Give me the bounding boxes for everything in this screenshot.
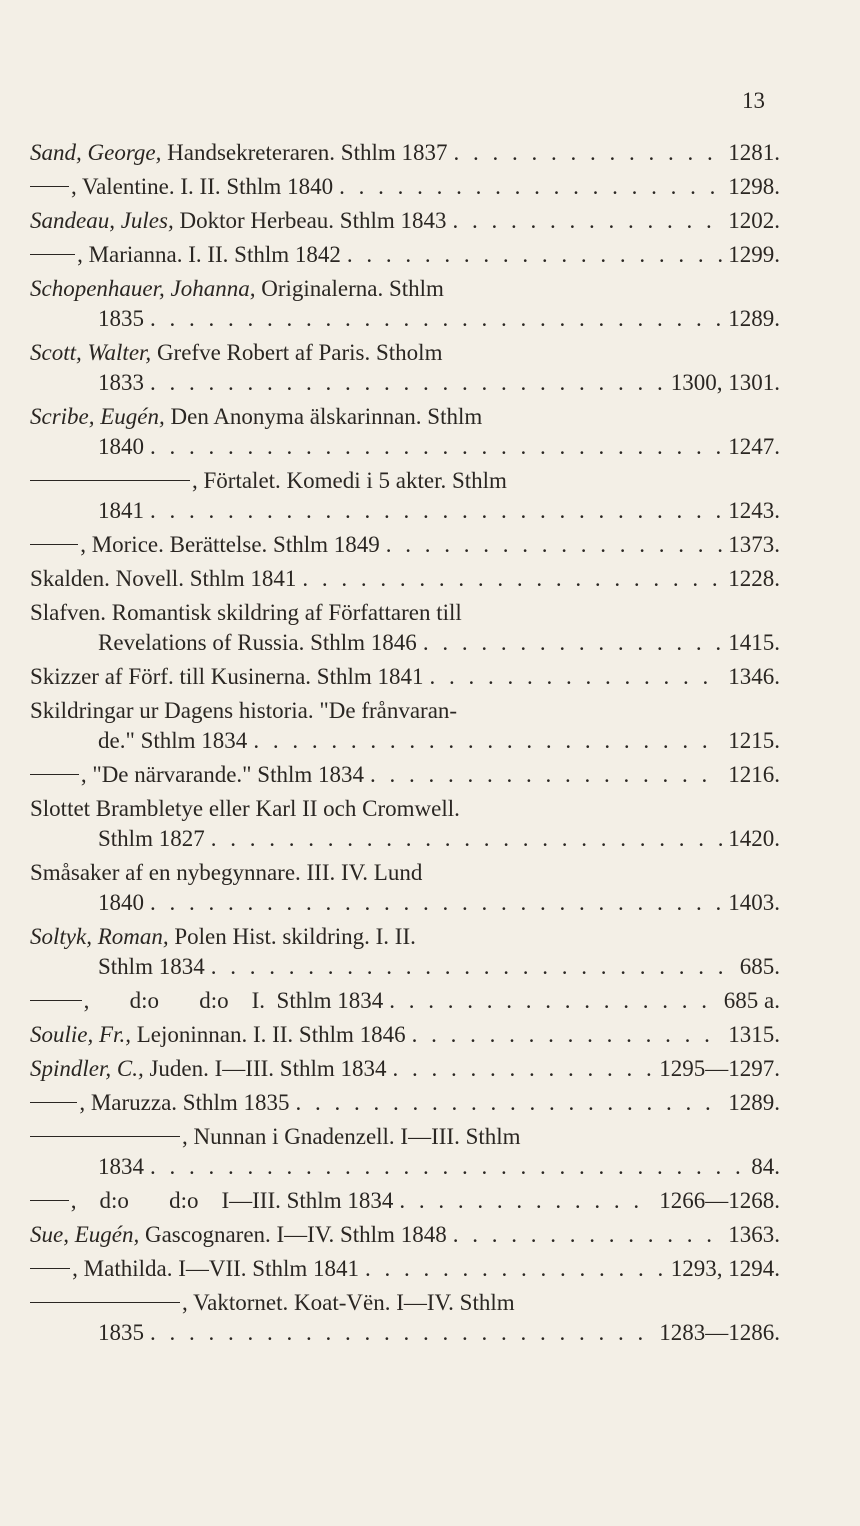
entry-author: Sandeau, Jules, <box>30 208 174 233</box>
entry-line <box>30 888 780 918</box>
entry-reference: 1293, 1294. <box>670 1256 780 1281</box>
index-entry <box>30 138 780 168</box>
ditto-dash <box>30 1200 69 1201</box>
entry-reference: 1202. <box>728 208 780 233</box>
entry-author: Soltyk, Roman, <box>30 924 169 949</box>
dot-leader <box>412 1020 723 1050</box>
dot-leader <box>150 1152 745 1182</box>
entry-author: Sue, Eugén, <box>30 1222 140 1247</box>
index-entry <box>30 172 780 202</box>
entry-title: Grefve Robert af Paris. Stholm <box>151 340 443 365</box>
entry-reference: 1247. <box>728 434 780 459</box>
entry-line <box>30 402 780 432</box>
dot-leader <box>150 432 722 462</box>
entry-line <box>30 760 780 790</box>
entry-reference: 1298. <box>728 174 780 199</box>
entry-line <box>30 794 780 824</box>
entry-title: , Nunnan i Gnadenzell. I—III. Sthlm <box>182 1124 521 1149</box>
entry-title: 1840 <box>98 434 144 459</box>
entry-title: de." Sthlm 1834 <box>98 728 248 753</box>
entry-title: Polen Hist. skildring. I. II. <box>168 924 416 949</box>
entry-reference: 1215. <box>728 728 780 753</box>
dot-leader <box>211 952 734 982</box>
entry-line <box>30 1020 780 1050</box>
entry-reference: 1299. <box>728 242 780 267</box>
entry-title: , "De närvarande." Sthlm 1834 <box>80 762 365 787</box>
entry-title: Sthlm 1834 <box>98 954 205 979</box>
index-entry <box>30 564 780 594</box>
entry-reference: 1295—1297. <box>659 1056 780 1081</box>
index-entry <box>30 1288 780 1348</box>
index-entry <box>30 206 780 236</box>
entry-line <box>30 368 780 398</box>
entry-title: , Marianna. I. II. Sthlm 1842 <box>77 242 341 267</box>
entry-line <box>30 1318 780 1348</box>
entry-author: Scott, Walter, <box>30 340 152 365</box>
index-entry <box>30 1088 780 1118</box>
entry-line <box>30 1288 780 1318</box>
entry-line <box>30 138 780 168</box>
entry-title: Slafven. Romantisk skildring af Författaren till <box>30 600 462 625</box>
entry-title: Gascognaren. I—IV. Sthlm 1848 <box>139 1222 447 1247</box>
entry-title: Skizzer af Förf. till Kusinerna. Sthlm 1841 <box>30 664 424 689</box>
entry-title: 1835 <box>98 306 144 331</box>
entry-title: , Morice. Berättelse. Sthlm 1849 <box>80 532 380 557</box>
dot-leader <box>347 240 722 270</box>
dot-leader <box>370 760 722 790</box>
dot-leader <box>365 1254 665 1284</box>
entry-title: , d:o d:o I—III. Sthlm 1834 <box>70 1188 394 1213</box>
index-entry <box>30 794 780 854</box>
dot-leader <box>430 662 723 692</box>
entry-title: Lejoninnan. I. II. Sthlm 1846 <box>130 1022 406 1047</box>
entry-line <box>30 824 780 854</box>
ditto-dash <box>30 1302 180 1303</box>
entry-line <box>30 530 780 560</box>
entry-title: Originalerna. Sthlm <box>255 276 444 301</box>
entry-line <box>30 662 780 692</box>
dot-leader <box>150 368 665 398</box>
entry-line <box>30 338 780 368</box>
entry-title: 1834 <box>98 1154 144 1179</box>
entry-reference: 685. <box>739 954 780 979</box>
entry-line <box>30 598 780 628</box>
entry-reference: 1373. <box>728 532 780 557</box>
index-entry <box>30 662 780 692</box>
entry-line <box>30 1152 780 1182</box>
entry-title: Doktor Herbeau. Sthlm 1843 <box>173 208 447 233</box>
entry-title: Handsekreteraren. Sthlm 1837 <box>161 140 448 165</box>
ditto-dash <box>30 186 69 187</box>
ditto-dash <box>30 774 79 775</box>
entry-line <box>30 1254 780 1284</box>
entry-title: , Valentine. I. II. Sthlm 1840 <box>70 174 334 199</box>
dot-leader <box>423 628 722 658</box>
index-entry <box>30 1186 780 1216</box>
entry-title: 1841 <box>98 498 144 523</box>
index-entry <box>30 530 780 560</box>
entry-line <box>30 172 780 202</box>
entry-line <box>30 206 780 236</box>
entry-line <box>30 240 780 270</box>
dot-leader <box>150 1318 653 1348</box>
entry-title: , Mathilda. I—VII. Sthlm 1841 <box>72 1256 359 1281</box>
entry-line <box>30 696 780 726</box>
index-entry <box>30 760 780 790</box>
dot-leader <box>386 530 722 560</box>
entry-title: Skildringar ur Dagens historia. "De frånvaran- <box>30 698 458 723</box>
entry-line <box>30 1186 780 1216</box>
entry-title: , Vaktornet. Koat-Vën. I—IV. Sthlm <box>182 1290 515 1315</box>
dot-leader <box>399 1186 653 1216</box>
index-entry <box>30 598 780 658</box>
dot-leader <box>452 206 722 236</box>
entry-reference: 1315. <box>728 1022 780 1047</box>
index-entry <box>30 466 780 526</box>
entry-reference: 1403. <box>728 890 780 915</box>
dot-leader <box>295 1088 722 1118</box>
entry-reference: 685 a. <box>723 988 780 1013</box>
entry-author: Spindler, C., <box>30 1056 144 1081</box>
entry-reference: 1289. <box>728 306 780 331</box>
index-entry <box>30 240 780 270</box>
entry-title: Skalden. Novell. Sthlm 1841 <box>30 566 297 591</box>
dot-leader <box>339 172 722 202</box>
index-entry <box>30 696 780 756</box>
entry-title: Revelations of Russia. Sthlm 1846 <box>98 630 417 655</box>
dot-leader <box>393 1054 654 1084</box>
entry-author: Scribe, Eugén, <box>30 404 165 429</box>
entry-reference: 1363. <box>728 1222 780 1247</box>
entry-reference: 84. <box>751 1154 780 1179</box>
entry-title: Slottet Brambletye eller Karl II och Cromwell. <box>30 796 460 821</box>
index-entry <box>30 1254 780 1284</box>
index-entry <box>30 986 780 1016</box>
dot-leader <box>302 564 722 594</box>
entry-line <box>30 304 780 334</box>
entry-reference: 1243. <box>728 498 780 523</box>
entry-line <box>30 952 780 982</box>
entry-title: 1833 <box>98 370 144 395</box>
dot-leader <box>150 888 722 918</box>
entry-line <box>30 564 780 594</box>
entry-title: , Maruzza. Sthlm 1835 <box>79 1090 290 1115</box>
ditto-dash <box>30 544 78 545</box>
entry-line <box>30 858 780 888</box>
entry-title: Juden. I—III. Sthlm 1834 <box>143 1056 387 1081</box>
dot-leader <box>211 824 723 854</box>
entry-line <box>30 628 780 658</box>
entry-line <box>30 726 780 756</box>
entry-reference: 1300, 1301. <box>670 370 780 395</box>
index-entry <box>30 1220 780 1250</box>
index-entry <box>30 1054 780 1084</box>
entry-line <box>30 496 780 526</box>
ditto-dash <box>30 1268 70 1269</box>
ditto-dash <box>30 1136 180 1137</box>
index-entries <box>30 138 780 1352</box>
dot-leader <box>150 304 722 334</box>
index-entry <box>30 274 780 334</box>
entry-title: , Förtalet. Komedi i 5 akter. Sthlm <box>192 468 507 493</box>
entry-title: Sthlm 1827 <box>98 826 205 851</box>
dot-leader <box>253 726 722 756</box>
entry-reference: 1420. <box>728 826 780 851</box>
ditto-dash <box>30 480 190 481</box>
dot-leader <box>150 496 722 526</box>
entry-title: Småsaker af en nybegynnare. III. IV. Lund <box>30 860 423 885</box>
entry-line <box>30 1088 780 1118</box>
ditto-dash <box>30 1000 82 1001</box>
entry-reference: 1281. <box>728 140 780 165</box>
entry-line <box>30 432 780 462</box>
entry-reference: 1216. <box>728 762 780 787</box>
entry-line <box>30 466 780 496</box>
index-entry <box>30 1020 780 1050</box>
index-entry <box>30 858 780 918</box>
dot-leader <box>389 986 718 1016</box>
entry-reference: 1346. <box>728 664 780 689</box>
entry-title: 1840 <box>98 890 144 915</box>
entry-reference: 1289. <box>728 1090 780 1115</box>
entry-reference: 1228. <box>728 566 780 591</box>
entry-title: , d:o d:o I. Sthlm 1834 <box>83 988 384 1013</box>
dot-leader <box>454 138 723 168</box>
index-entry <box>30 402 780 462</box>
entry-line <box>30 274 780 304</box>
dot-leader <box>453 1220 723 1250</box>
index-entry <box>30 338 780 398</box>
entry-reference: 1415. <box>728 630 780 655</box>
entry-line <box>30 1220 780 1250</box>
entry-reference: 1266—1268. <box>659 1188 780 1213</box>
entry-title: Den Anonyma älskarinnan. Sthlm <box>164 404 483 429</box>
page-number: 13 <box>742 88 765 113</box>
index-entry <box>30 1122 780 1182</box>
entry-line <box>30 922 780 952</box>
entry-reference: 1283—1286. <box>659 1320 780 1345</box>
entry-line <box>30 1054 780 1084</box>
entry-title: 1835 <box>98 1320 144 1345</box>
ditto-dash <box>30 1102 77 1103</box>
entry-author: Soulie, Fr., <box>30 1022 131 1047</box>
entry-line <box>30 1122 780 1152</box>
index-entry <box>30 922 780 982</box>
ditto-dash <box>30 254 75 255</box>
entry-line <box>30 986 780 1016</box>
entry-author: Schopenhauer, Johanna, <box>30 276 256 301</box>
entry-author: Sand, George, <box>30 140 162 165</box>
